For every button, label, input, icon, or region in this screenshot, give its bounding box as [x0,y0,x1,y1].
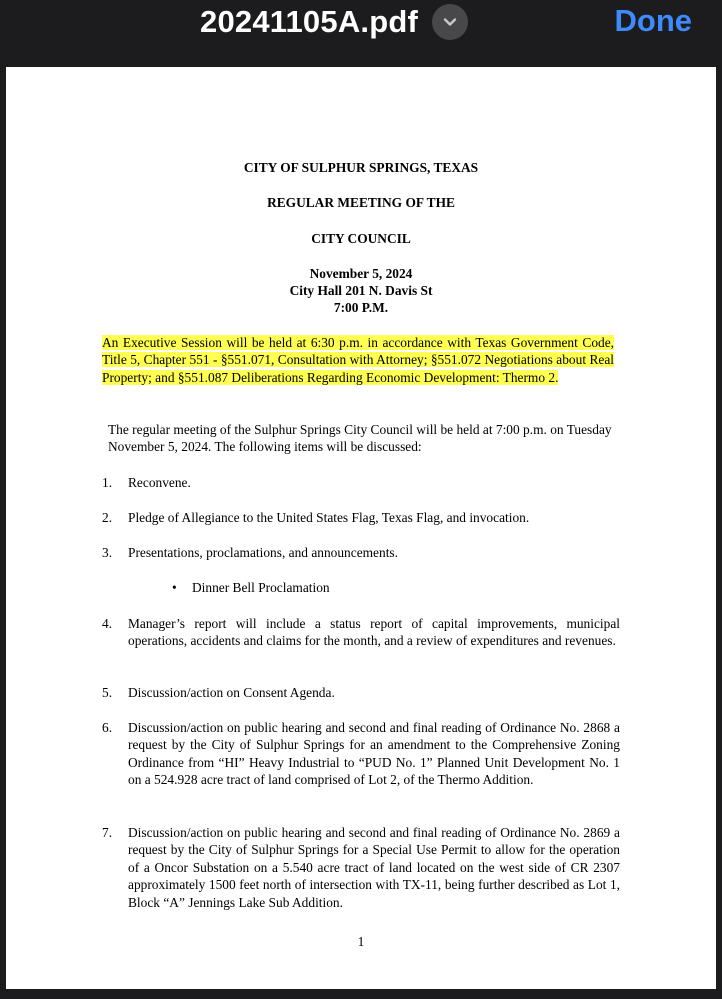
agenda-item-text: Discussion/action on public hearing and second and final reading of Ordinance No. 2868 a request by the City of Sulphur Springs for an amendment to the Comprehensive Zoning Ordinance from “HI” Heavy Industrial to “PUD No. 1” Planned Unit Development No. 1 on a 524.928 acre tract of land comprised of Lot 2, of the Thermo Addition. [128,720,620,788]
doc-title-meeting: REGULAR MEETING OF THE [267,195,455,210]
page-number: 1 [357,934,365,949]
agenda-item-text: Discussion/action on Consent Agenda. [128,685,335,700]
agenda-item-text: Manager’s report will include a status report of capital improvements, municipal operations, accidents and claims for the month, and a review of expenditures and revenues. [128,616,620,649]
title-menu-button[interactable] [432,4,468,40]
agenda-item-number: 1. [102,475,113,490]
agenda-item-number: 5. [102,685,113,700]
agenda-item-text: Pledge of Allegiance to the United States Flag, Texas Flag, and invocation. [128,510,530,525]
executive-session-notice [102,334,614,386]
agenda-item-text: Reconvene. [128,475,191,490]
title-group[interactable] [200,0,468,44]
pdf-page [6,67,716,989]
agenda-item-number: 4. [102,616,113,631]
agenda-item-number: 2. [102,510,113,525]
doc-title-city: CITY OF SULPHUR SPRINGS, TEXAS [243,160,479,175]
meeting-location: City Hall 201 N. Davis St [289,283,433,298]
agenda-item-text: Presentations, proclamations, and announcements. [128,545,398,560]
agenda-item-number: 7. [102,825,113,840]
bullet-text: Dinner Bell Proclamation [192,580,330,595]
agenda-item-number: 6. [102,720,113,735]
file-title[interactable]: 20241105A.pdf [200,4,419,39]
meeting-date: November 5, 2024 [309,266,413,281]
chevron-down-icon [442,14,458,30]
top-toolbar [0,0,722,66]
executive-session-text: An Executive Session will be held at 6:30 p.m. in accordance with Texas Government Code, Title 5, Chapter 551 - §551.071, Consultation with Attorney; §551.072 Negotiations about Real Property; and §551.087 Deliberations Regarding Economic Development: Thermo 2. [102,335,614,385]
meeting-time: 7:00 P.M. [333,300,389,315]
agenda-item-number: 3. [102,545,113,560]
intro-paragraph: The regular meeting of the Sulphur Springs City Council will be held at 7:00 p.m. on Tuesday November 5, 2024. The following items will be discussed: [108,422,612,455]
doc-title-council: CITY COUNCIL [311,231,411,246]
bullet-glyph: • [172,580,177,595]
agenda-item-text: Discussion/action on public hearing and second and final reading of Ordinance No. 2869 a request by the City of Sulphur Springs for a Special Use Permit to allow for the operation of a Oncor Substation on a 5.540 acre tract of land located on the west side of CR 2307 approximately 1500 feet north of intersection with TX-11, being further described as Lot 1, Block “A” Jennings Lake Sub Addition. [128,825,620,910]
done-button[interactable]: Done [614,3,692,38]
